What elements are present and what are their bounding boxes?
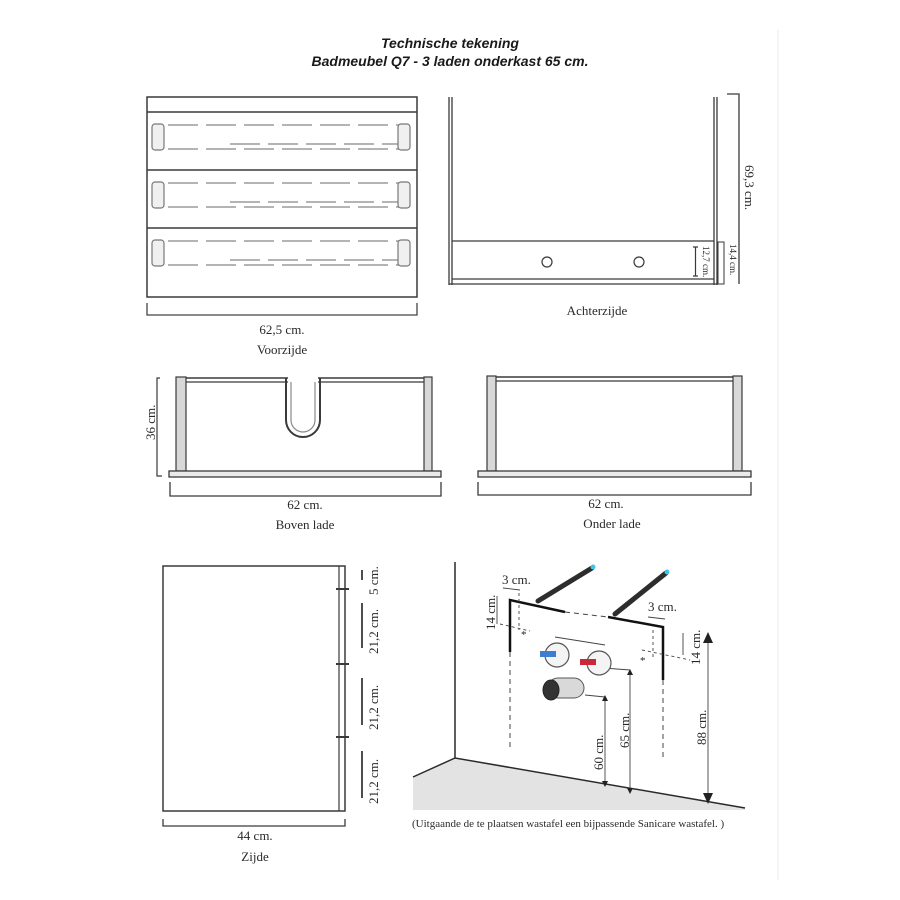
left-drop-label: 14 cm. (483, 594, 498, 630)
top-drawer-height-label: 36 cm. (143, 404, 158, 440)
marker-pen-icon (538, 565, 596, 602)
bottom-drawer-width-label: 62 cm. (588, 496, 624, 511)
top-drawer-width-label: 62 cm. (287, 497, 323, 512)
left-offset-label: 3 cm. (502, 572, 531, 587)
side-segment-1-label: 5 cm. (366, 566, 381, 595)
front-view-caption: Voorzijde (256, 342, 308, 357)
top-drawer-caption: Boven lade (275, 517, 335, 532)
right-offset-label: 3 cm. (648, 599, 677, 614)
top-height-label: 88 cm. (694, 709, 709, 745)
page-title: Technische tekening (381, 35, 519, 51)
side-segment-3-label: 21,2 cm. (366, 684, 381, 730)
side-view-caption: Zijde (241, 849, 269, 864)
back-inner-label: 12,7 cm. (701, 246, 711, 278)
installation-drawing (413, 562, 745, 810)
side-segment-4-label: 21,2 cm. (366, 758, 381, 804)
tap-height-label: 65 cm. (617, 712, 632, 748)
back-view-caption: Achterzijde (566, 303, 628, 318)
side-view-drawing (163, 566, 362, 826)
svg-text:*: * (640, 655, 646, 667)
back-height-label: 69,3 cm. (742, 165, 757, 211)
side-segment-2-label: 21,2 cm. (366, 608, 381, 654)
page-subtitle: Badmeubel Q7 - 3 laden onderkast 65 cm. (311, 53, 589, 69)
right-drop-label: 14 cm. (688, 629, 703, 665)
side-width-label: 44 cm. (237, 828, 273, 843)
top-drawer-drawing (157, 377, 441, 496)
back-plinth-label: 14,4 cm. (728, 244, 738, 276)
svg-text:*: * (521, 629, 527, 641)
front-width-label: 62,5 cm. (259, 322, 305, 337)
bottom-drawer-caption: Onder lade (583, 516, 641, 531)
back-view-drawing (449, 94, 739, 285)
installation-note: (Uitgaande de te plaatsen wastafel een bijpassende Sanicare wastafel. ) (412, 818, 725, 830)
front-view-drawing (147, 97, 417, 315)
bottom-drawer-drawing (478, 376, 751, 495)
drain-height-label: 60 cm. (591, 734, 606, 770)
